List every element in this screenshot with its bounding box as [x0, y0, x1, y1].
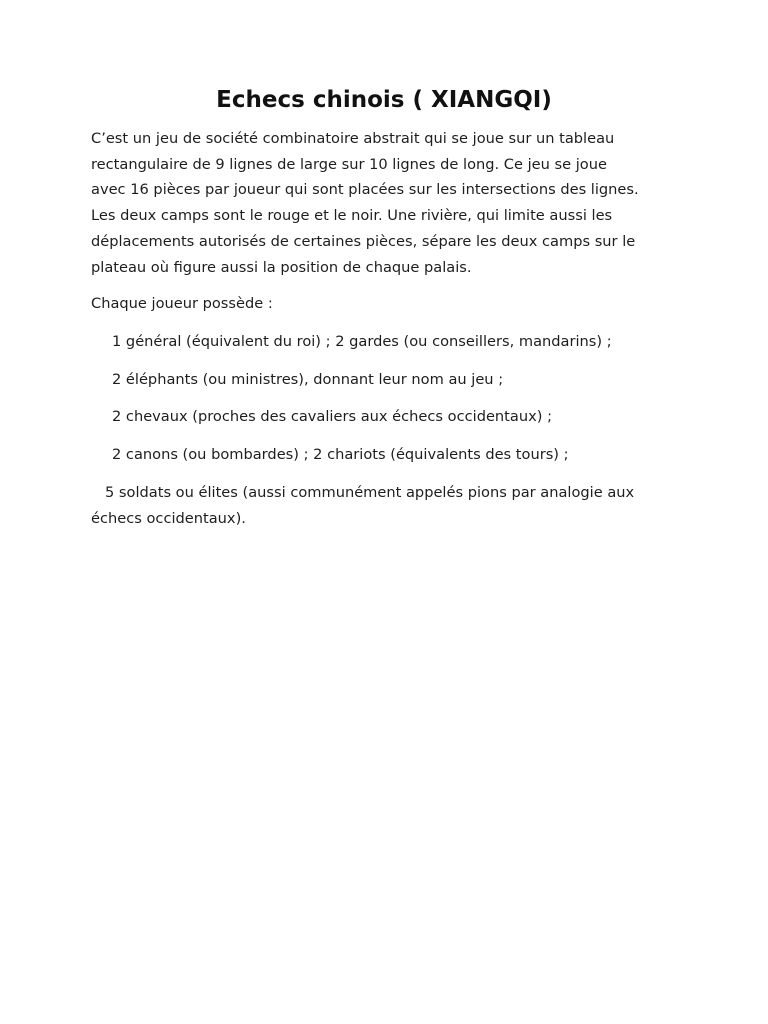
intro-line: Les deux camps sont le rouge et le noir. Une rivière, qui limite aussi les: [91, 207, 613, 225]
intro-line: C’est un jeu de société combinatoire abstrait qui se joue sur un tableau: [91, 130, 615, 147]
pieces-heading: Chaque joueur possède :: [91, 295, 273, 312]
document-title: Echecs chinois ( XIANGQI): [216, 87, 552, 113]
piece-item-cannons-chariots: 2 canons (ou bombardes) ; 2 chariots (équivalents des tours) ;: [112, 446, 569, 463]
piece-item-soldiers: [91, 480, 691, 531]
intro-line: déplacements autorisés de certaines pièces, sépare les deux camps sur le: [91, 232, 636, 250]
soldiers-line: échecs occidentaux).: [91, 509, 246, 527]
intro-line: avec 16 pièces par joueur qui sont placées sur les intersections des lignes.: [91, 181, 639, 199]
intro-line: plateau où figure aussi la position de chaque palais.: [91, 258, 472, 276]
intro-line: rectangulaire de 9 lignes de large sur 10 lignes de long. Ce jeu se joue: [91, 155, 607, 173]
piece-item-general-guards: 1 général (équivalent du roi) ; 2 gardes (ou conseillers, mandarins) ;: [112, 333, 612, 350]
intro-paragraph: [91, 126, 691, 280]
soldiers-line: 5 soldats ou élites (aussi communément appelés pions par analogie aux: [105, 484, 635, 501]
piece-item-elephants: 2 éléphants (ou ministres), donnant leur nom au jeu ;: [112, 371, 504, 388]
piece-item-horses: 2 chevaux (proches des cavaliers aux échecs occidentaux) ;: [112, 408, 552, 425]
